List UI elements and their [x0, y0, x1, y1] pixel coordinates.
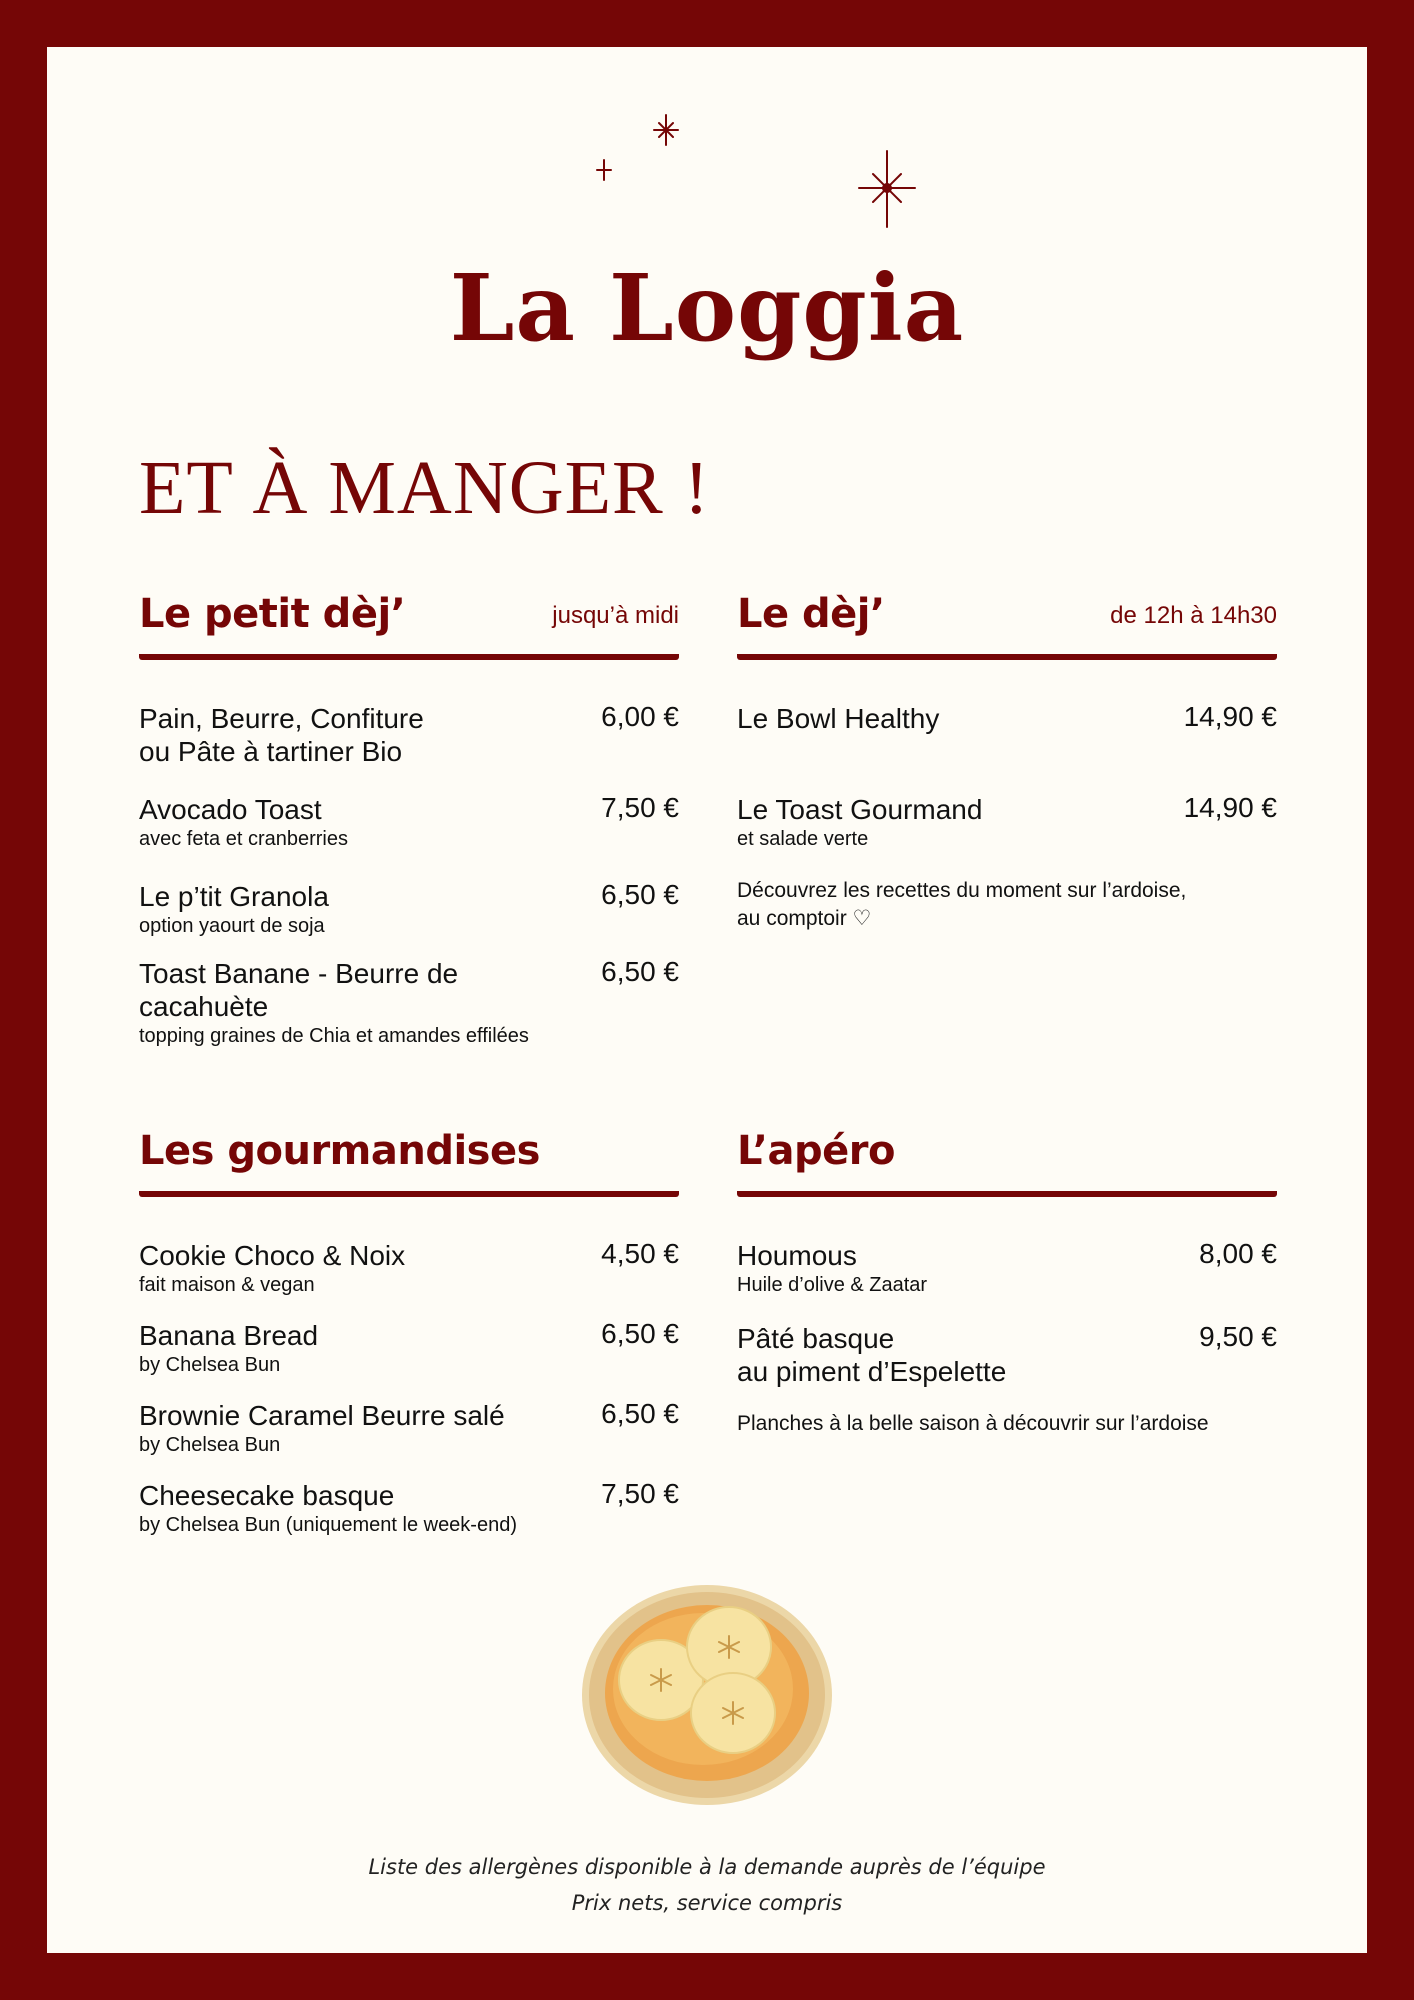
section-hours: jusqu’à midi	[552, 602, 679, 629]
main-heading: ET À MANGER !	[139, 446, 711, 530]
item-name: Banana Bread	[139, 1320, 319, 1351]
menu-item	[737, 793, 1277, 851]
menu-item	[139, 1399, 679, 1457]
menu-item	[139, 1479, 679, 1537]
menu-page	[47, 47, 1367, 1953]
item-price: 8,00 €	[1199, 1238, 1277, 1269]
section-gourmandises	[139, 1119, 679, 1536]
item-description: Huile d’olive & Zaatar	[737, 1274, 928, 1296]
section-header	[139, 1119, 679, 1197]
item-description: fait maison & vegan	[139, 1274, 315, 1296]
section-note: Découvrez les recettes du moment sur l’ardoise, au comptoir ♡	[737, 879, 1187, 930]
item-price: 6,00 €	[601, 701, 679, 732]
menu-item	[139, 1239, 679, 1297]
prices-note: Prix nets, service compris	[571, 1891, 843, 1915]
section-hours: de 12h à 14h30	[1110, 602, 1277, 629]
item-price: 7,50 €	[601, 792, 679, 823]
restaurant-name: La Loggia	[449, 254, 965, 362]
item-price: 7,50 €	[601, 1478, 679, 1509]
section-title: Les gourmandises	[139, 1128, 540, 1174]
section-title: L’apéro	[737, 1128, 895, 1174]
item-price: 6,50 €	[601, 879, 679, 910]
menu-item	[139, 702, 679, 768]
item-name: Houmous	[737, 1240, 857, 1271]
section-dej	[737, 582, 1277, 930]
menu-item	[139, 957, 679, 1048]
section-header	[737, 1119, 1277, 1197]
section-title: Le dèj’	[737, 591, 885, 637]
section-petit-dej	[139, 582, 679, 1047]
menu-item	[139, 1319, 679, 1377]
item-name: Le Bowl Healthy	[737, 703, 940, 734]
allergens-note: Liste des allergènes disponible à la demande auprès de l’équipe	[368, 1855, 1046, 1879]
sparkle-star-icon	[859, 151, 915, 227]
item-name: Toast Banane - Beurre de cacahuète	[139, 958, 459, 1022]
item-price: 14,90 €	[1183, 701, 1277, 732]
item-name: Le Toast Gourmand	[737, 794, 983, 825]
section-header	[737, 582, 1277, 660]
item-price: 9,50 €	[1199, 1321, 1277, 1352]
item-description: et salade verte	[737, 828, 869, 850]
item-name: Pain, Beurre, Confiture ou Pâte à tartiner Bio	[139, 703, 424, 767]
item-name: Pâté basque au piment d’Espelette	[737, 1323, 1007, 1387]
item-name: Avocado Toast	[139, 794, 322, 825]
menu-item	[737, 1322, 1277, 1388]
section-note: Planches à la belle saison à découvrir sur l’ardoise	[737, 1412, 1209, 1435]
item-price: 6,50 €	[601, 1398, 679, 1429]
menu-item	[139, 880, 679, 938]
sparkle-star-icon	[597, 160, 611, 180]
item-name: Brownie Caramel Beurre salé	[139, 1400, 505, 1431]
item-price: 6,50 €	[601, 956, 679, 987]
section-title: Le petit dèj’	[139, 591, 406, 637]
item-description: avec feta et cranberries	[139, 828, 348, 850]
item-description: topping graines de Chia et amandes effilées	[139, 1025, 529, 1047]
item-name: Cheesecake basque	[139, 1480, 395, 1511]
item-name: Le p’tit Granola	[139, 881, 329, 912]
item-description: by Chelsea Bun	[139, 1434, 281, 1456]
item-price: 14,90 €	[1183, 792, 1277, 823]
item-description: by Chelsea Bun (uniquement le week-end)	[139, 1514, 517, 1536]
menu-item	[737, 702, 1277, 735]
section-apero	[737, 1119, 1277, 1435]
menu-item	[139, 793, 679, 851]
item-description: option yaourt de soja	[139, 915, 325, 937]
section-header	[139, 582, 679, 660]
item-price: 6,50 €	[601, 1318, 679, 1349]
banana-tart-illustration	[577, 1577, 837, 1807]
sparkle-star-icon	[654, 115, 678, 145]
item-description: by Chelsea Bun	[139, 1354, 281, 1376]
menu-item	[737, 1239, 1277, 1297]
item-name: Cookie Choco & Noix	[139, 1240, 406, 1271]
item-price: 4,50 €	[601, 1238, 679, 1269]
